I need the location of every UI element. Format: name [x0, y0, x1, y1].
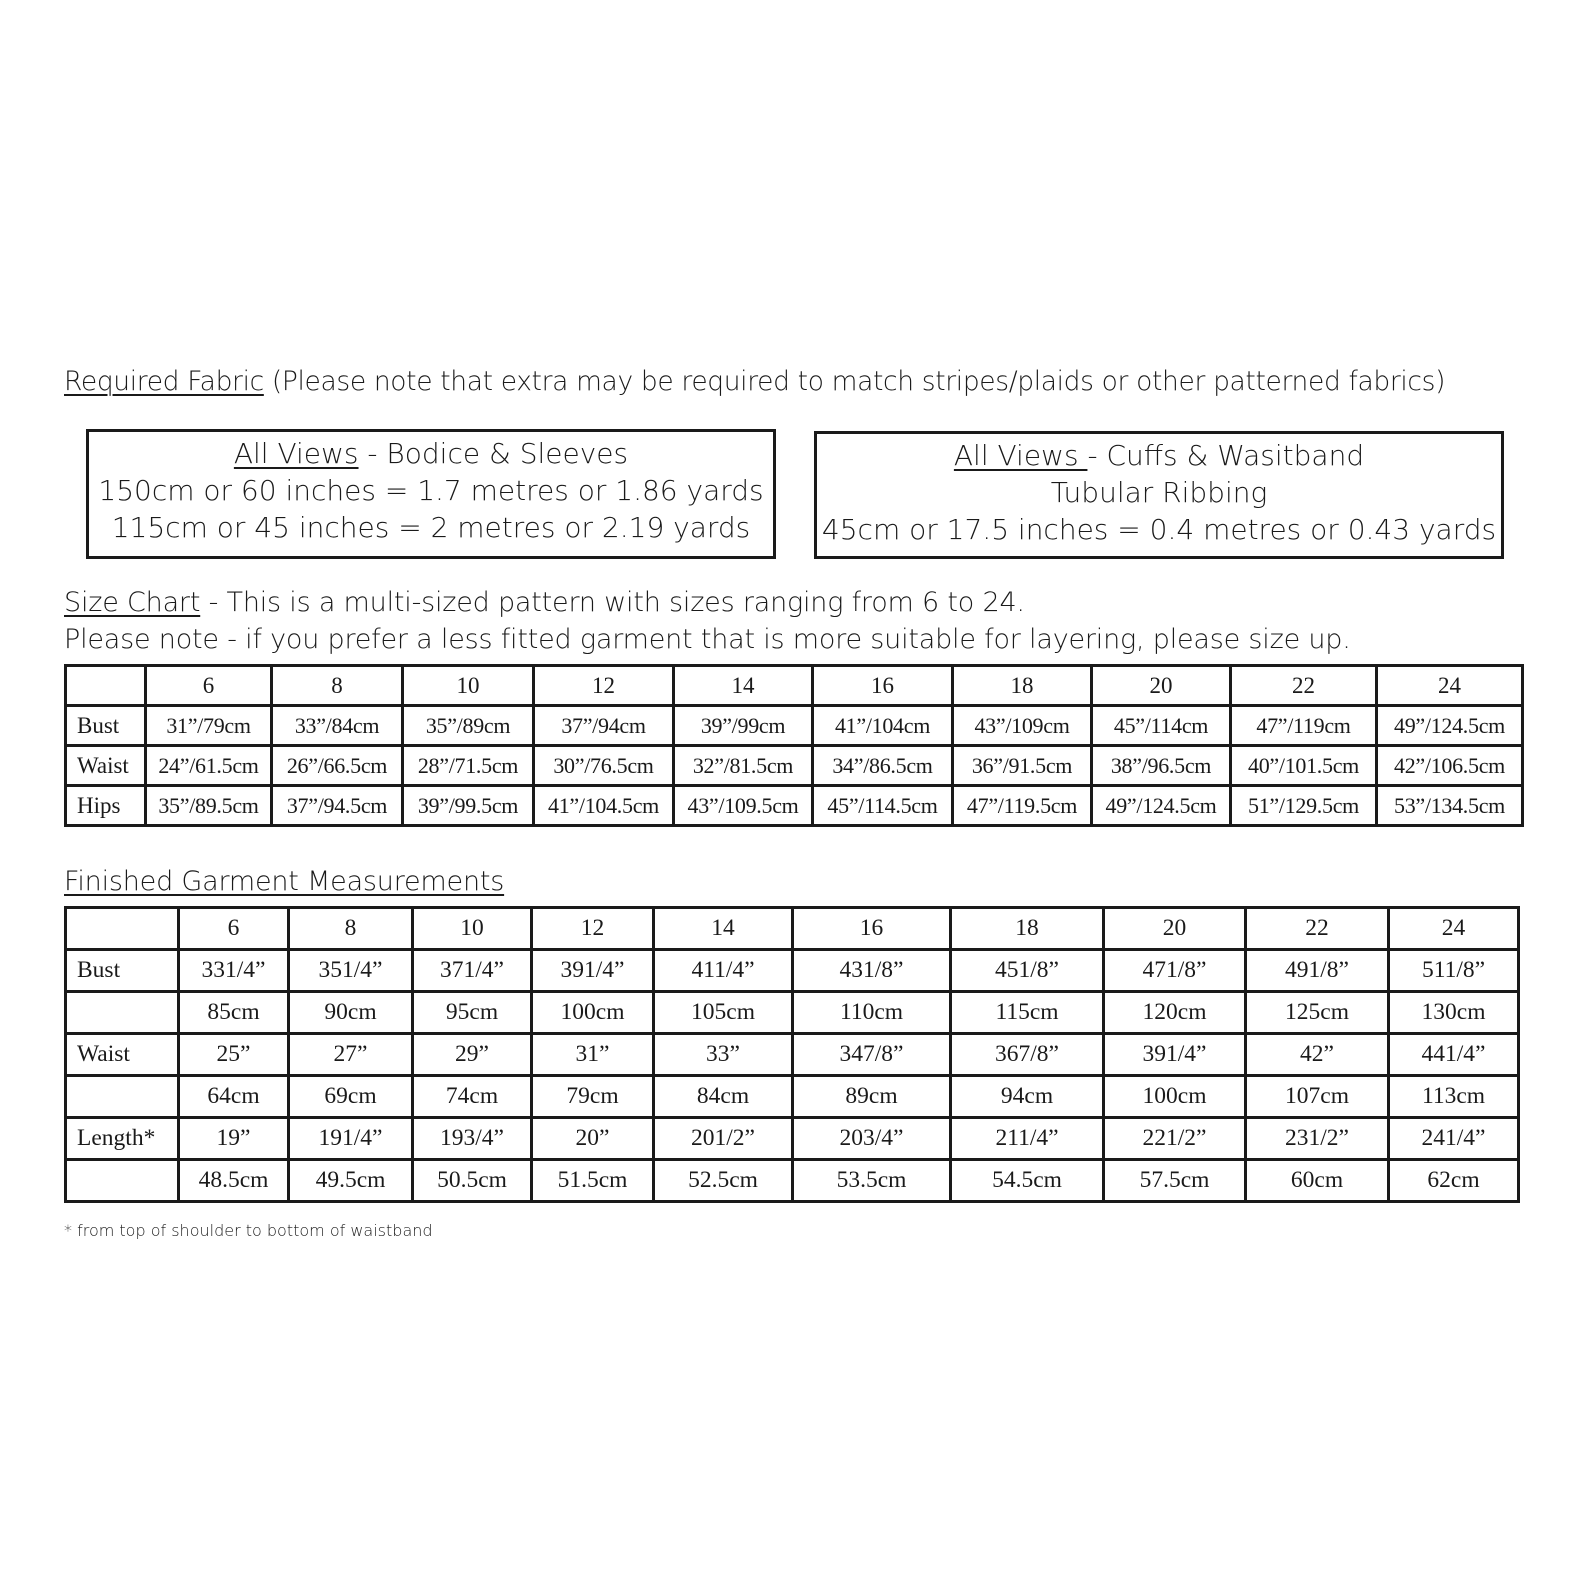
table-cell: 35”/89cm: [403, 706, 534, 746]
table-cell: 42”/106.5cm: [1377, 746, 1523, 786]
table-cell: 41”/104cm: [813, 706, 953, 746]
table-cell: 37”/94.5cm: [272, 786, 403, 826]
size-header-cell: 18: [953, 666, 1092, 706]
table-cell: 371/4”: [413, 950, 532, 992]
table-cell: 39”/99cm: [674, 706, 813, 746]
table-cell: 231/2”: [1246, 1118, 1389, 1160]
table-cell: 26”/66.5cm: [272, 746, 403, 786]
row-label: [66, 1076, 179, 1118]
table-cell: 107cm: [1246, 1076, 1389, 1118]
table-cell: 431/8”: [793, 950, 951, 992]
table-cell: 29”: [413, 1034, 532, 1076]
table-cell: 49”/124.5cm: [1377, 706, 1523, 746]
fabric-view-suffix: - Bodice & Sleeves: [358, 437, 629, 470]
table-cell: 331/4”: [179, 950, 289, 992]
size-header-cell: 18: [951, 908, 1104, 950]
table-cell: 50.5cm: [413, 1160, 532, 1202]
table-cell: 511/8”: [1389, 950, 1519, 992]
table-cell: 49.5cm: [289, 1160, 413, 1202]
table-row: [66, 950, 1519, 992]
row-label: Bust: [66, 950, 179, 992]
table-cell: 391/4”: [1104, 1034, 1246, 1076]
size-header-cell: 14: [654, 908, 793, 950]
size-header-cell: 16: [793, 908, 951, 950]
required-fabric-title: Required Fabric: [64, 366, 264, 397]
table-cell: 201/2”: [654, 1118, 793, 1160]
table-cell: 79cm: [532, 1076, 654, 1118]
size-header-cell: 20: [1092, 666, 1231, 706]
table-cell: 54.5cm: [951, 1160, 1104, 1202]
row-label: [66, 1160, 179, 1202]
table-cell: 47”/119cm: [1231, 706, 1377, 746]
table-cell: 95cm: [413, 992, 532, 1034]
length-footnote: * from top of shoulder to bottom of waistband: [64, 1221, 433, 1240]
table-cell: 36”/91.5cm: [953, 746, 1092, 786]
row-label: Hips: [66, 786, 146, 826]
size-header-cell: 8: [272, 666, 403, 706]
table-cell: 64cm: [179, 1076, 289, 1118]
table-cell: 347/8”: [793, 1034, 951, 1076]
fabric-box-title: [89, 435, 773, 472]
fabric-line: 150cm or 60 inches = 1.7 metres or 1.86 yards: [98, 474, 764, 507]
size-chart-table: [64, 664, 1524, 827]
table-cell: 37”/94cm: [534, 706, 674, 746]
size-chart-heading: [64, 587, 1025, 618]
table-cell: 33”: [654, 1034, 793, 1076]
size-header-cell: 16: [813, 666, 953, 706]
table-row: [66, 992, 1519, 1034]
size-header-cell: 22: [1246, 908, 1389, 950]
table-row: [66, 1118, 1519, 1160]
size-header-row: [66, 908, 1519, 950]
table-cell: 52.5cm: [654, 1160, 793, 1202]
table-cell: 38”/96.5cm: [1092, 746, 1231, 786]
required-fabric-heading: [64, 366, 1445, 397]
size-chart-title: Size Chart: [64, 587, 201, 618]
table-cell: 191/4”: [289, 1118, 413, 1160]
table-cell: 471/8”: [1104, 950, 1246, 992]
size-header-cell: 10: [413, 908, 532, 950]
header-empty-cell: [66, 908, 179, 950]
table-cell: 24”/61.5cm: [146, 746, 272, 786]
table-cell: 451/8”: [951, 950, 1104, 992]
size-header-cell: 20: [1104, 908, 1246, 950]
table-row: [66, 1034, 1519, 1076]
table-cell: 39”/99.5cm: [403, 786, 534, 826]
table-cell: 35”/89.5cm: [146, 786, 272, 826]
header-empty-cell: [66, 666, 146, 706]
table-cell: 100cm: [1104, 1076, 1246, 1118]
size-header-cell: 6: [146, 666, 272, 706]
table-cell: 43”/109.5cm: [674, 786, 813, 826]
fabric-box-cuffs-waistband: [814, 431, 1504, 559]
table-cell: 34”/86.5cm: [813, 746, 953, 786]
fabric-box-bodice-sleeves: [86, 429, 776, 559]
table-cell: 110cm: [793, 992, 951, 1034]
table-cell: 391/4”: [532, 950, 654, 992]
size-header-row: [66, 666, 1523, 706]
table-cell: 351/4”: [289, 950, 413, 992]
size-chart-description: - This is a multi-sized pattern with sizes ranging from 6 to 24.: [200, 587, 1025, 618]
table-cell: 367/8”: [951, 1034, 1104, 1076]
fabric-view-suffix: - Cuffs & Wasitband: [1087, 439, 1365, 472]
table-cell: 42”: [1246, 1034, 1389, 1076]
fabric-box-title: [817, 437, 1501, 474]
table-cell: 125cm: [1246, 992, 1389, 1034]
table-cell: 31”: [532, 1034, 654, 1076]
table-cell: 113cm: [1389, 1076, 1519, 1118]
table-cell: 45”/114.5cm: [813, 786, 953, 826]
table-cell: 221/2”: [1104, 1118, 1246, 1160]
table-cell: 84cm: [654, 1076, 793, 1118]
table-cell: 40”/101.5cm: [1231, 746, 1377, 786]
table-row: [66, 706, 1523, 746]
table-cell: 33”/84cm: [272, 706, 403, 746]
table-cell: 41”/104.5cm: [534, 786, 674, 826]
table-cell: 49”/124.5cm: [1092, 786, 1231, 826]
fabric-line: 115cm or 45 inches = 2 metres or 2.19 yards: [111, 511, 751, 544]
table-row: [66, 1076, 1519, 1118]
table-cell: 130cm: [1389, 992, 1519, 1034]
row-label: [66, 992, 179, 1034]
table-cell: 69cm: [289, 1076, 413, 1118]
table-cell: 85cm: [179, 992, 289, 1034]
table-cell: 115cm: [951, 992, 1104, 1034]
table-cell: 48.5cm: [179, 1160, 289, 1202]
size-header-cell: 8: [289, 908, 413, 950]
table-cell: 30”/76.5cm: [534, 746, 674, 786]
fabric-view-label: All Views: [953, 439, 1088, 472]
table-cell: 31”/79cm: [146, 706, 272, 746]
table-cell: 53”/134.5cm: [1377, 786, 1523, 826]
size-header-cell: 22: [1231, 666, 1377, 706]
table-cell: 28”/71.5cm: [403, 746, 534, 786]
table-cell: 203/4”: [793, 1118, 951, 1160]
table-cell: 100cm: [532, 992, 654, 1034]
table-cell: 193/4”: [413, 1118, 532, 1160]
table-cell: 19”: [179, 1118, 289, 1160]
table-cell: 120cm: [1104, 992, 1246, 1034]
size-header-cell: 24: [1377, 666, 1523, 706]
table-cell: 51.5cm: [532, 1160, 654, 1202]
finished-garment-heading: Finished Garment Measurements: [64, 866, 505, 897]
fabric-line: 45cm or 17.5 inches = 0.4 metres or 0.43 yards: [821, 513, 1497, 546]
row-label: Bust: [66, 706, 146, 746]
table-cell: 51”/129.5cm: [1231, 786, 1377, 826]
table-cell: 441/4”: [1389, 1034, 1519, 1076]
table-cell: 20”: [532, 1118, 654, 1160]
table-cell: 47”/119.5cm: [953, 786, 1092, 826]
table-cell: 105cm: [654, 992, 793, 1034]
size-header-cell: 24: [1389, 908, 1519, 950]
row-label: Length*: [66, 1118, 179, 1160]
table-cell: 62cm: [1389, 1160, 1519, 1202]
table-cell: 89cm: [793, 1076, 951, 1118]
size-chart-note: Please note - if you prefer a less fitted garment that is more suitable for layering, please size up.: [64, 624, 1351, 655]
table-cell: 57.5cm: [1104, 1160, 1246, 1202]
size-header-cell: 6: [179, 908, 289, 950]
table-cell: 25”: [179, 1034, 289, 1076]
size-header-cell: 10: [403, 666, 534, 706]
fabric-line: Tubular Ribbing: [1050, 476, 1268, 509]
size-header-cell: 12: [532, 908, 654, 950]
row-label: Waist: [66, 746, 146, 786]
table-cell: 411/4”: [654, 950, 793, 992]
table-cell: 60cm: [1246, 1160, 1389, 1202]
table-cell: 43”/109cm: [953, 706, 1092, 746]
required-fabric-note: (Please note that extra may be required to match stripes/plaids or other patterned fabrics): [263, 366, 1446, 397]
size-header-cell: 12: [534, 666, 674, 706]
table-row: [66, 1160, 1519, 1202]
table-cell: 45”/114cm: [1092, 706, 1231, 746]
row-label: Waist: [66, 1034, 179, 1076]
table-cell: 32”/81.5cm: [674, 746, 813, 786]
finished-garment-table: [64, 906, 1520, 1203]
table-cell: 53.5cm: [793, 1160, 951, 1202]
fabric-view-label: All Views: [233, 437, 359, 470]
table-row: [66, 746, 1523, 786]
table-cell: 491/8”: [1246, 950, 1389, 992]
size-header-cell: 14: [674, 666, 813, 706]
table-row: [66, 786, 1523, 826]
table-cell: 94cm: [951, 1076, 1104, 1118]
table-cell: 74cm: [413, 1076, 532, 1118]
table-cell: 27”: [289, 1034, 413, 1076]
table-cell: 90cm: [289, 992, 413, 1034]
table-cell: 241/4”: [1389, 1118, 1519, 1160]
table-cell: 211/4”: [951, 1118, 1104, 1160]
